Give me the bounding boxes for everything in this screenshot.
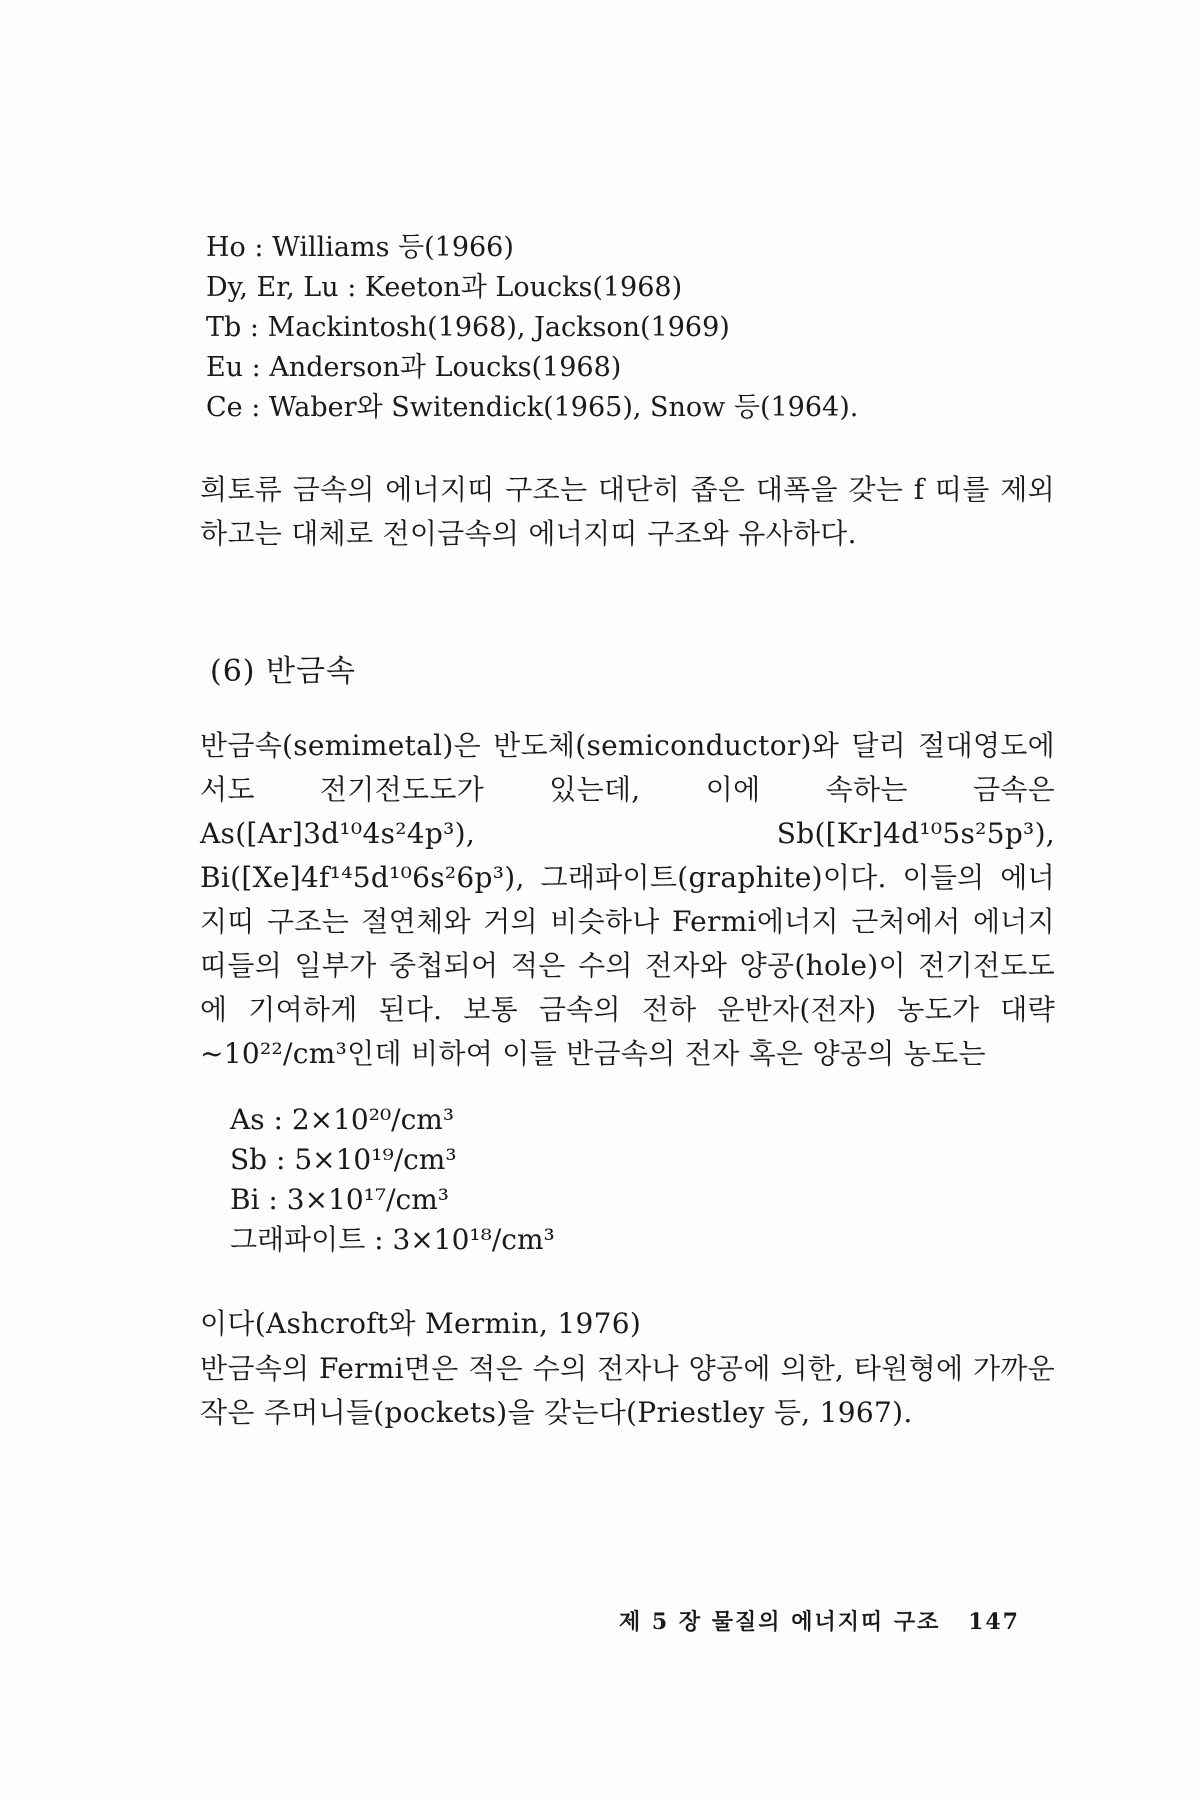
section-heading: (6) 반금속 [210, 654, 356, 689]
concentration-list [230, 1100, 555, 1260]
concentration-item: Bi : 3×10¹⁷/cm³ [230, 1183, 450, 1216]
chapter-title: 제 5 장 물질의 에너지띠 구조 [619, 1609, 941, 1635]
reference-item: Ce : Waber와 Switendick(1965), Snow 등(1964). [206, 392, 859, 423]
paragraph-semimetal: 반금속(semimetal)은 반도체(semiconductor)와 달리 절대영도에서도 전기전도도가 있는데, 이에 속하는 금속은 As([Ar]3d¹⁰4s²4p³), Sb([Kr]4d¹⁰5s²5p³), Bi([Xe]4f¹⁴5d¹⁰6s²6p³), 그래파이트(graphite)이다. 이들의 에너지띠 구조는 절연체와 거의 비슷하나 Fermi에너지 근처에서 에너지띠들의 일부가 중첩되어 적은 수의 전자와 양공(hole)이 전기전도도에 기여하게 된다. 보통 금속의 전하 운반자(전자) 농도가 대략 ~10²²/cm³인데 비하여 이들 반금속의 전자 혹은 양공의 농도는 [200, 729, 1055, 1070]
paragraph-fermi-surface: 반금속의 Fermi면은 적은 수의 전자나 양공에 의한, 타원형에 가까운 작은 주머니들(pockets)을 갖는다(Priestley 등, 1967). [200, 1352, 1055, 1429]
paragraph-rare-earth: 희토류 금속의 에너지띠 구조는 대단히 좁은 대폭을 갖는 f 띠를 제외하고는 대체로 전이금속의 에너지띠 구조와 유사하다. [200, 473, 1055, 550]
reference-item: Ho : Williams 등(1966) [206, 232, 514, 263]
page-footer [600, 1605, 1020, 1636]
concentration-item: Sb : 5×10¹⁹/cm³ [230, 1143, 457, 1176]
page-number: 147 [968, 1609, 1020, 1635]
reference-item: Eu : Anderson과 Loucks(1968) [206, 352, 622, 383]
concentration-item: 그래파이트 : 3×10¹⁸/cm³ [230, 1223, 555, 1256]
reference-list [206, 228, 1066, 428]
concentration-item: As : 2×10²⁰/cm³ [230, 1103, 455, 1136]
paragraph-citation: 이다(Ashcroft와 Mermin, 1976) [200, 1307, 642, 1340]
reference-item: Tb : Mackintosh(1968), Jackson(1969) [206, 312, 730, 343]
reference-item: Dy, Er, Lu : Keeton과 Loucks(1968) [206, 272, 683, 303]
